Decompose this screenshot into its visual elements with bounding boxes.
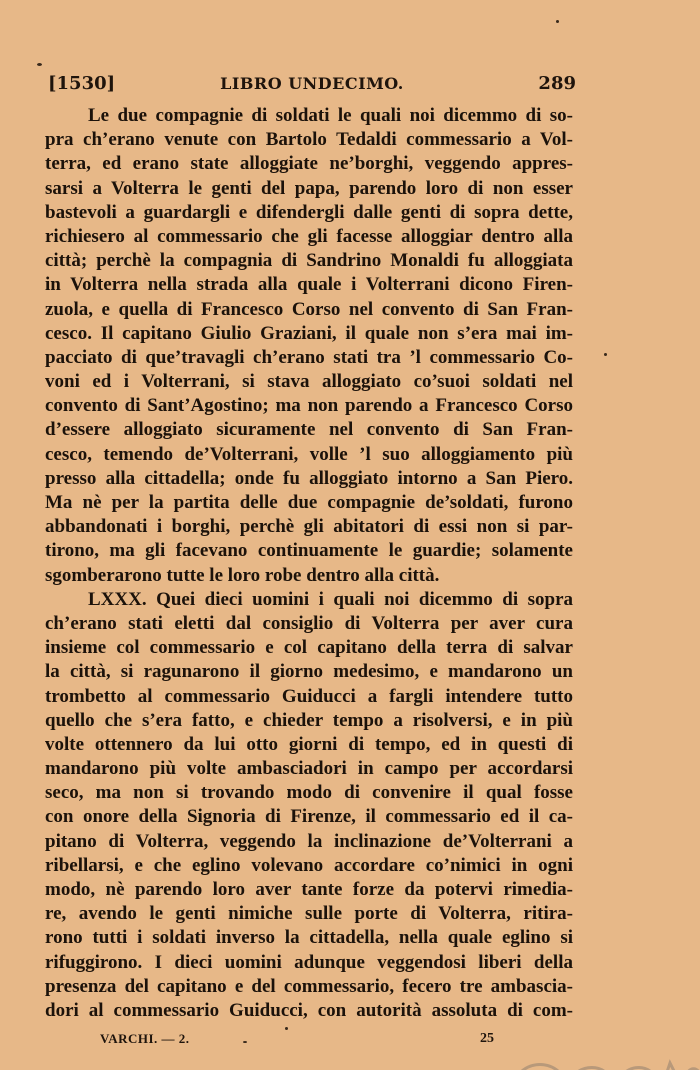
text-line: terra, ed erano state alloggiate ne’borghi, veggendo appres- [45, 153, 573, 175]
text-line: ribellarsi, e che eglino volevano accordare co’nimici in ogni [45, 854, 573, 876]
text-line: sgomberarono tutte le loro robe dentro alla città. [45, 564, 440, 586]
corner-watermark [510, 1054, 700, 1070]
signature-mark: VARCHI. — 2. [100, 1031, 190, 1046]
text-line: modo, nè parendo loro aver tante forze da potervi rimedia- [45, 879, 573, 900]
text-line: pacciato di que’travagli ch’erano stati tra ’l commessario Co- [45, 346, 573, 368]
text-line: mandarono più volte ambasciadori in campo per accordarsi [45, 758, 573, 780]
text-line: Ma nè per la partita delle due compagnie de’soldati, furono [45, 492, 573, 513]
text-line: pitano di Volterra, veggendo la inclinazione de’Volterrani a [45, 830, 573, 852]
watermark-fragment [510, 1059, 700, 1070]
body-text [45, 104, 573, 1023]
ink-speck [37, 63, 42, 66]
text-line: ch’erano stati eletti dal consiglio di Volterra per aver cura [45, 612, 573, 634]
text-line: insieme col commessario e col capitano della terra di salvar [45, 637, 573, 659]
text-line: cesco. Il capitano Giulio Graziani, il quale non s’era mai im- [45, 322, 573, 344]
section-start-line: LXXX. Quei dieci uomini i quali noi dicemmo di sopra [88, 588, 573, 610]
text-line: tirono, ma gli facevano continuamente le guardie; solamente [45, 540, 573, 562]
text-line: Le due compagnie di soldati le quali noi dicemmo di so- [88, 105, 573, 126]
text-line: quello che s’era fatto, e chieder tempo a risolversi, e in più [45, 709, 573, 731]
text-line: volte ottennero da lui otto giorni di tempo, ed in questi di [45, 733, 573, 755]
text-line: cesco, temendo de’Volterrani, volle ’l suo alloggiamento più [45, 443, 573, 465]
text-line: seco, ma non si trovando modo di convenire il qual fosse [45, 782, 573, 804]
text-line: convento di Sant’Agostino; ma non parendo a Francesco Corso [45, 395, 573, 417]
text-line: città; perchè la compagnia di Sandrino Monaldi fu alloggiata [45, 250, 573, 272]
text-line: presenza del capitano e del commessario, fecero tre ambascia- [45, 975, 573, 997]
text-line: re, avendo le genti nimiche sulle porte di Volterra, ritira- [45, 903, 573, 925]
text-line: pra ch’erano venute con Bartolo Tedaldi commessario a Vol- [45, 129, 573, 151]
text-line: sarsi a Volterra le genti del papa, parendo loro di non esser [45, 177, 573, 199]
running-header [48, 71, 576, 97]
text-line: presso alla cittadella; onde fu alloggiato intorno a San Piero. [45, 467, 573, 489]
text-line: in Volterra nella strada alla quale i Volterrani dicono Firen- [45, 274, 573, 296]
text-line: dori al commessario Guiducci, con autorità assoluta di com- [45, 999, 573, 1021]
text-line: trombetto al commessario Guiducci a fargli intendere tutto [45, 685, 573, 707]
signature-footer [100, 1031, 520, 1051]
text-line: abbandonati i borghi, perchè gli abitatori di essi non si par- [45, 516, 573, 538]
text-line: rifuggirono. I dieci uomini adunque veggendosi liberi della [45, 951, 573, 973]
signature-number: 25 [480, 1031, 494, 1046]
text-line: zuola, e quella di Francesco Corso nel convento di San Fran- [45, 298, 573, 320]
text-line: rono tutti i soldati inverso la cittadella, nella quale eglino si [45, 927, 573, 949]
ink-speck [556, 20, 559, 23]
page-number: 289 [538, 73, 576, 94]
header-title: LIBRO UNDECIMO. [220, 74, 404, 93]
ink-speck [604, 353, 607, 356]
text-line: richiesero al commessario che gli facesse alloggiar dentro alla [45, 225, 573, 247]
text-line: bastevoli a guardargli e difendergli dalle genti di sopra dette, [45, 201, 573, 223]
text-line: d’essere alloggiato sicuramente nel convento di San Fran- [45, 419, 573, 441]
header-year: [1530] [48, 73, 116, 94]
text-line: con onore della Signoria di Firenze, il commessario ed il ca- [45, 806, 573, 828]
text-line: la città, si ragunarono il giorno medesimo, e mandarono un [45, 661, 573, 683]
text-line: voni ed i Volterrani, si stava alloggiato co’suoi soldati nel [45, 371, 573, 393]
ink-speck [243, 1041, 247, 1043]
ink-speck [285, 1027, 288, 1030]
